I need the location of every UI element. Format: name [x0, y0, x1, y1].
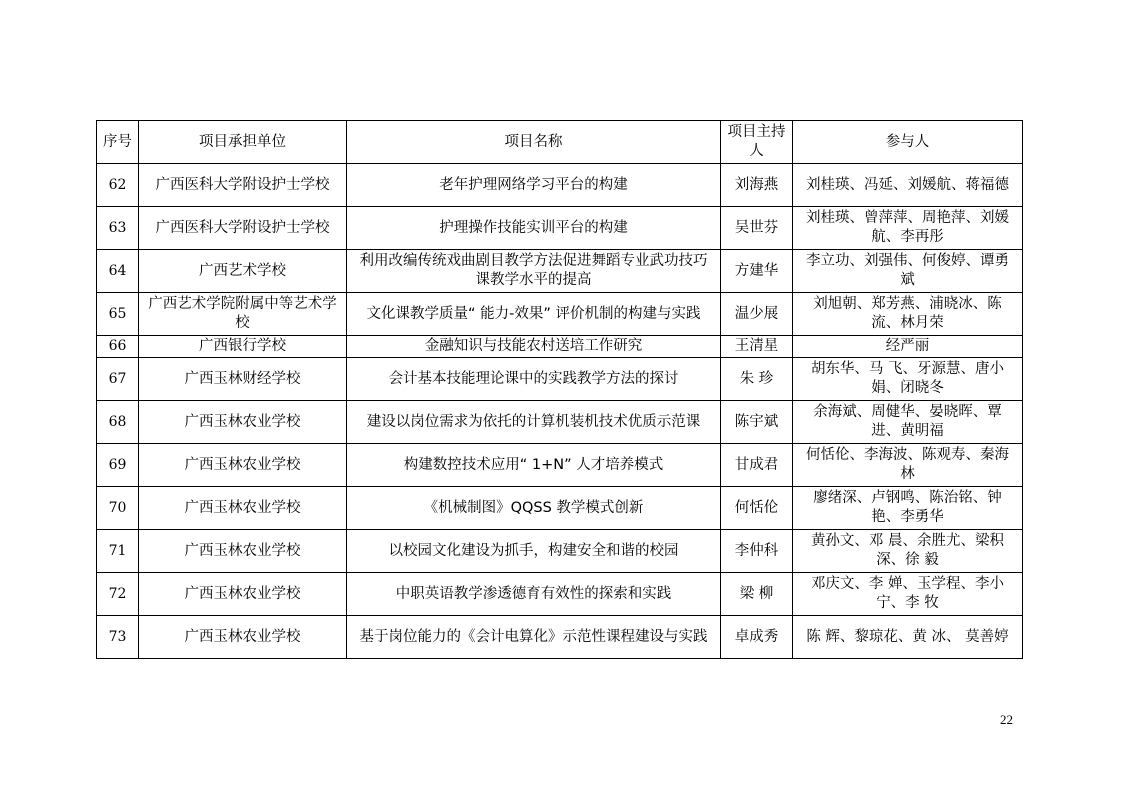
cell-project-name: 金融知识与技能农村送培工作研究: [347, 336, 721, 358]
cell-project-name: 老年护理网络学习平台的构建: [347, 164, 721, 207]
table-row: [97, 616, 1023, 659]
cell-participants: 刘旭朝、郑芳燕、浦晓冰、陈流、林月荣: [793, 293, 1023, 336]
cell-host: 朱 珍: [721, 358, 793, 401]
cell-host: 甘成君: [721, 444, 793, 487]
cell-host: 方建华: [721, 250, 793, 293]
cell-project-name: 《机械制图》QQSS 教学模式创新: [347, 487, 721, 530]
table-row: [97, 401, 1023, 444]
cell-participants: 陈 辉、黎琼花、黄 冰、 莫善婷: [793, 616, 1023, 659]
cell-participants: 黄孙文、邓 晨、余胜尤、梁积深、徐 毅: [793, 530, 1023, 573]
cell-participants: 胡东华、马 飞、牙源慧、唐小娟、闭晓冬: [793, 358, 1023, 401]
cell-project-name: 构建数控技术应用“ 1+N” 人才培养模式: [347, 444, 721, 487]
table-row: [97, 164, 1023, 207]
cell-index: 73: [97, 616, 139, 659]
header-participants: 参与人: [793, 121, 1023, 164]
cell-unit: 广西医科大学附设护士学校: [139, 164, 347, 207]
cell-participants: 经严丽: [793, 336, 1023, 358]
cell-unit: 广西玉林农业学校: [139, 616, 347, 659]
cell-index: 67: [97, 358, 139, 401]
cell-unit: 广西银行学校: [139, 336, 347, 358]
cell-participants: 廖绪深、卢钢鸣、陈治铭、钟艳、李勇华: [793, 487, 1023, 530]
table-row: [97, 250, 1023, 293]
page-number: 22: [1000, 712, 1013, 727]
table-row: [97, 487, 1023, 530]
cell-unit: 广西玉林农业学校: [139, 530, 347, 573]
cell-index: 69: [97, 444, 139, 487]
header-name: 项目名称: [347, 121, 721, 164]
cell-participants: 邓庆文、李 婵、玉学程、李小宁、李 牧: [793, 573, 1023, 616]
cell-participants: 何恬伦、李海波、陈观寿、秦海林: [793, 444, 1023, 487]
cell-unit: 广西艺术学院附属中等艺术学校: [139, 293, 347, 336]
cell-unit: 广西玉林农业学校: [139, 487, 347, 530]
cell-host: 王清星: [721, 336, 793, 358]
cell-participants: 刘桂瑛、曾萍萍、周艳萍、刘媛航、李再彤: [793, 207, 1023, 250]
header-unit: 项目承担单位: [139, 121, 347, 164]
header-index: 序号: [97, 121, 139, 164]
cell-host: 吴世芬: [721, 207, 793, 250]
cell-participants: 余海斌、周健华、晏晓晖、覃进、黄明福: [793, 401, 1023, 444]
table-header-row: [97, 121, 1023, 164]
cell-project-name: 建设以岗位需求为依托的计算机装机技术优质示范课: [347, 401, 721, 444]
cell-index: 64: [97, 250, 139, 293]
cell-unit: 广西玉林农业学校: [139, 444, 347, 487]
cell-project-name: 会计基本技能理论课中的实践教学方法的探讨: [347, 358, 721, 401]
header-host: 项目主持人: [721, 121, 793, 164]
cell-participants: 刘桂瑛、冯延、刘媛航、蒋福德: [793, 164, 1023, 207]
cell-project-name: 利用改编传统戏曲剧目教学方法促进舞蹈专业武功技巧课教学水平的提高: [347, 250, 721, 293]
cell-index: 63: [97, 207, 139, 250]
cell-index: 66: [97, 336, 139, 358]
table-row: [97, 358, 1023, 401]
cell-host: 刘海燕: [721, 164, 793, 207]
cell-index: 65: [97, 293, 139, 336]
cell-project-name: 基于岗位能力的《会计电算化》示范性课程建设与实践: [347, 616, 721, 659]
cell-participants: 李立功、刘强伟、何俊婷、谭勇斌: [793, 250, 1023, 293]
cell-index: 70: [97, 487, 139, 530]
cell-index: 62: [97, 164, 139, 207]
table-row: [97, 207, 1023, 250]
cell-host: 何恬伦: [721, 487, 793, 530]
table-row: [97, 293, 1023, 336]
cell-index: 72: [97, 573, 139, 616]
cell-index: 71: [97, 530, 139, 573]
cell-project-name: 以校园文化建设为抓手，构建安全和谐的校园: [347, 530, 721, 573]
cell-project-name: 文化课教学质量“ 能力-效果” 评价机制的构建与实践: [347, 293, 721, 336]
cell-host: 温少展: [721, 293, 793, 336]
cell-unit: 广西玉林农业学校: [139, 401, 347, 444]
cell-unit: 广西医科大学附设护士学校: [139, 207, 347, 250]
cell-host: 陈宇斌: [721, 401, 793, 444]
cell-index: 68: [97, 401, 139, 444]
cell-host: 李仲科: [721, 530, 793, 573]
cell-unit: 广西玉林财经学校: [139, 358, 347, 401]
cell-host: 卓成秀: [721, 616, 793, 659]
cell-unit: 广西玉林农业学校: [139, 573, 347, 616]
table-row: [97, 444, 1023, 487]
cell-unit: 广西艺术学校: [139, 250, 347, 293]
cell-project-name: 中职英语教学渗透德育有效性的探索和实践: [347, 573, 721, 616]
table-row: [97, 573, 1023, 616]
cell-host: 梁 柳: [721, 573, 793, 616]
table-row: [97, 336, 1023, 358]
project-table: [96, 120, 1023, 659]
table-row: [97, 530, 1023, 573]
cell-project-name: 护理操作技能实训平台的构建: [347, 207, 721, 250]
